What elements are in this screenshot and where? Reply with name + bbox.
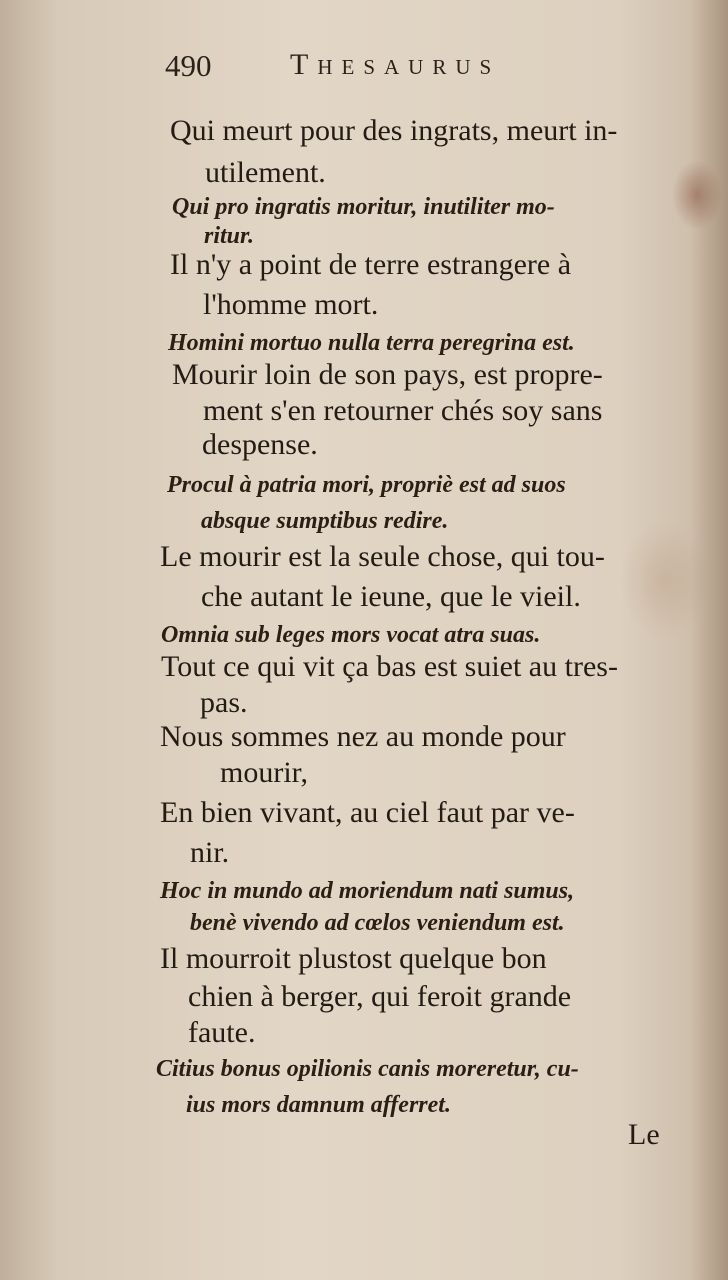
binding-gutter (690, 0, 728, 1280)
catchword: Le (628, 1118, 660, 1151)
page-header (165, 48, 605, 88)
running-title: Thesaurus (290, 48, 501, 81)
page-number: 490 (165, 48, 212, 83)
book-page: 490 Thesaurus Qui meurt pour des ingrats, meurt in- utilement. Qui pro ingratis moritur, inutiliter mo- ritur. Il n'y a point de terre estrangere à l'homme mort. Homini mortuo nulla terra peregrina est. Mourir loin de son pays, est propre- ment s'en retourner chés soy sans despense. Procul à patria mori, propriè est ad suos absque sumptibus redire. Le mourir est la seule chose, qui tou- che autant le ieune, que le vieil. Omnia sub leges mors vocat atra suas. Tout ce qui vit ça bas est suiet au tres- pas. Nous sommes nez au monde pour mourir, En bien vivant, au ciel faut par ve- nir. Hoc in mundo ad moriendum nati sumus, benè vivendo ad cœlos veniendum est. Il mourroit plustost quelque bon chien à berger, qui feroit grande faute. Citius bonus opilionis canis moreretur, cu- ius mors damnum afferret. Le (0, 0, 728, 1280)
